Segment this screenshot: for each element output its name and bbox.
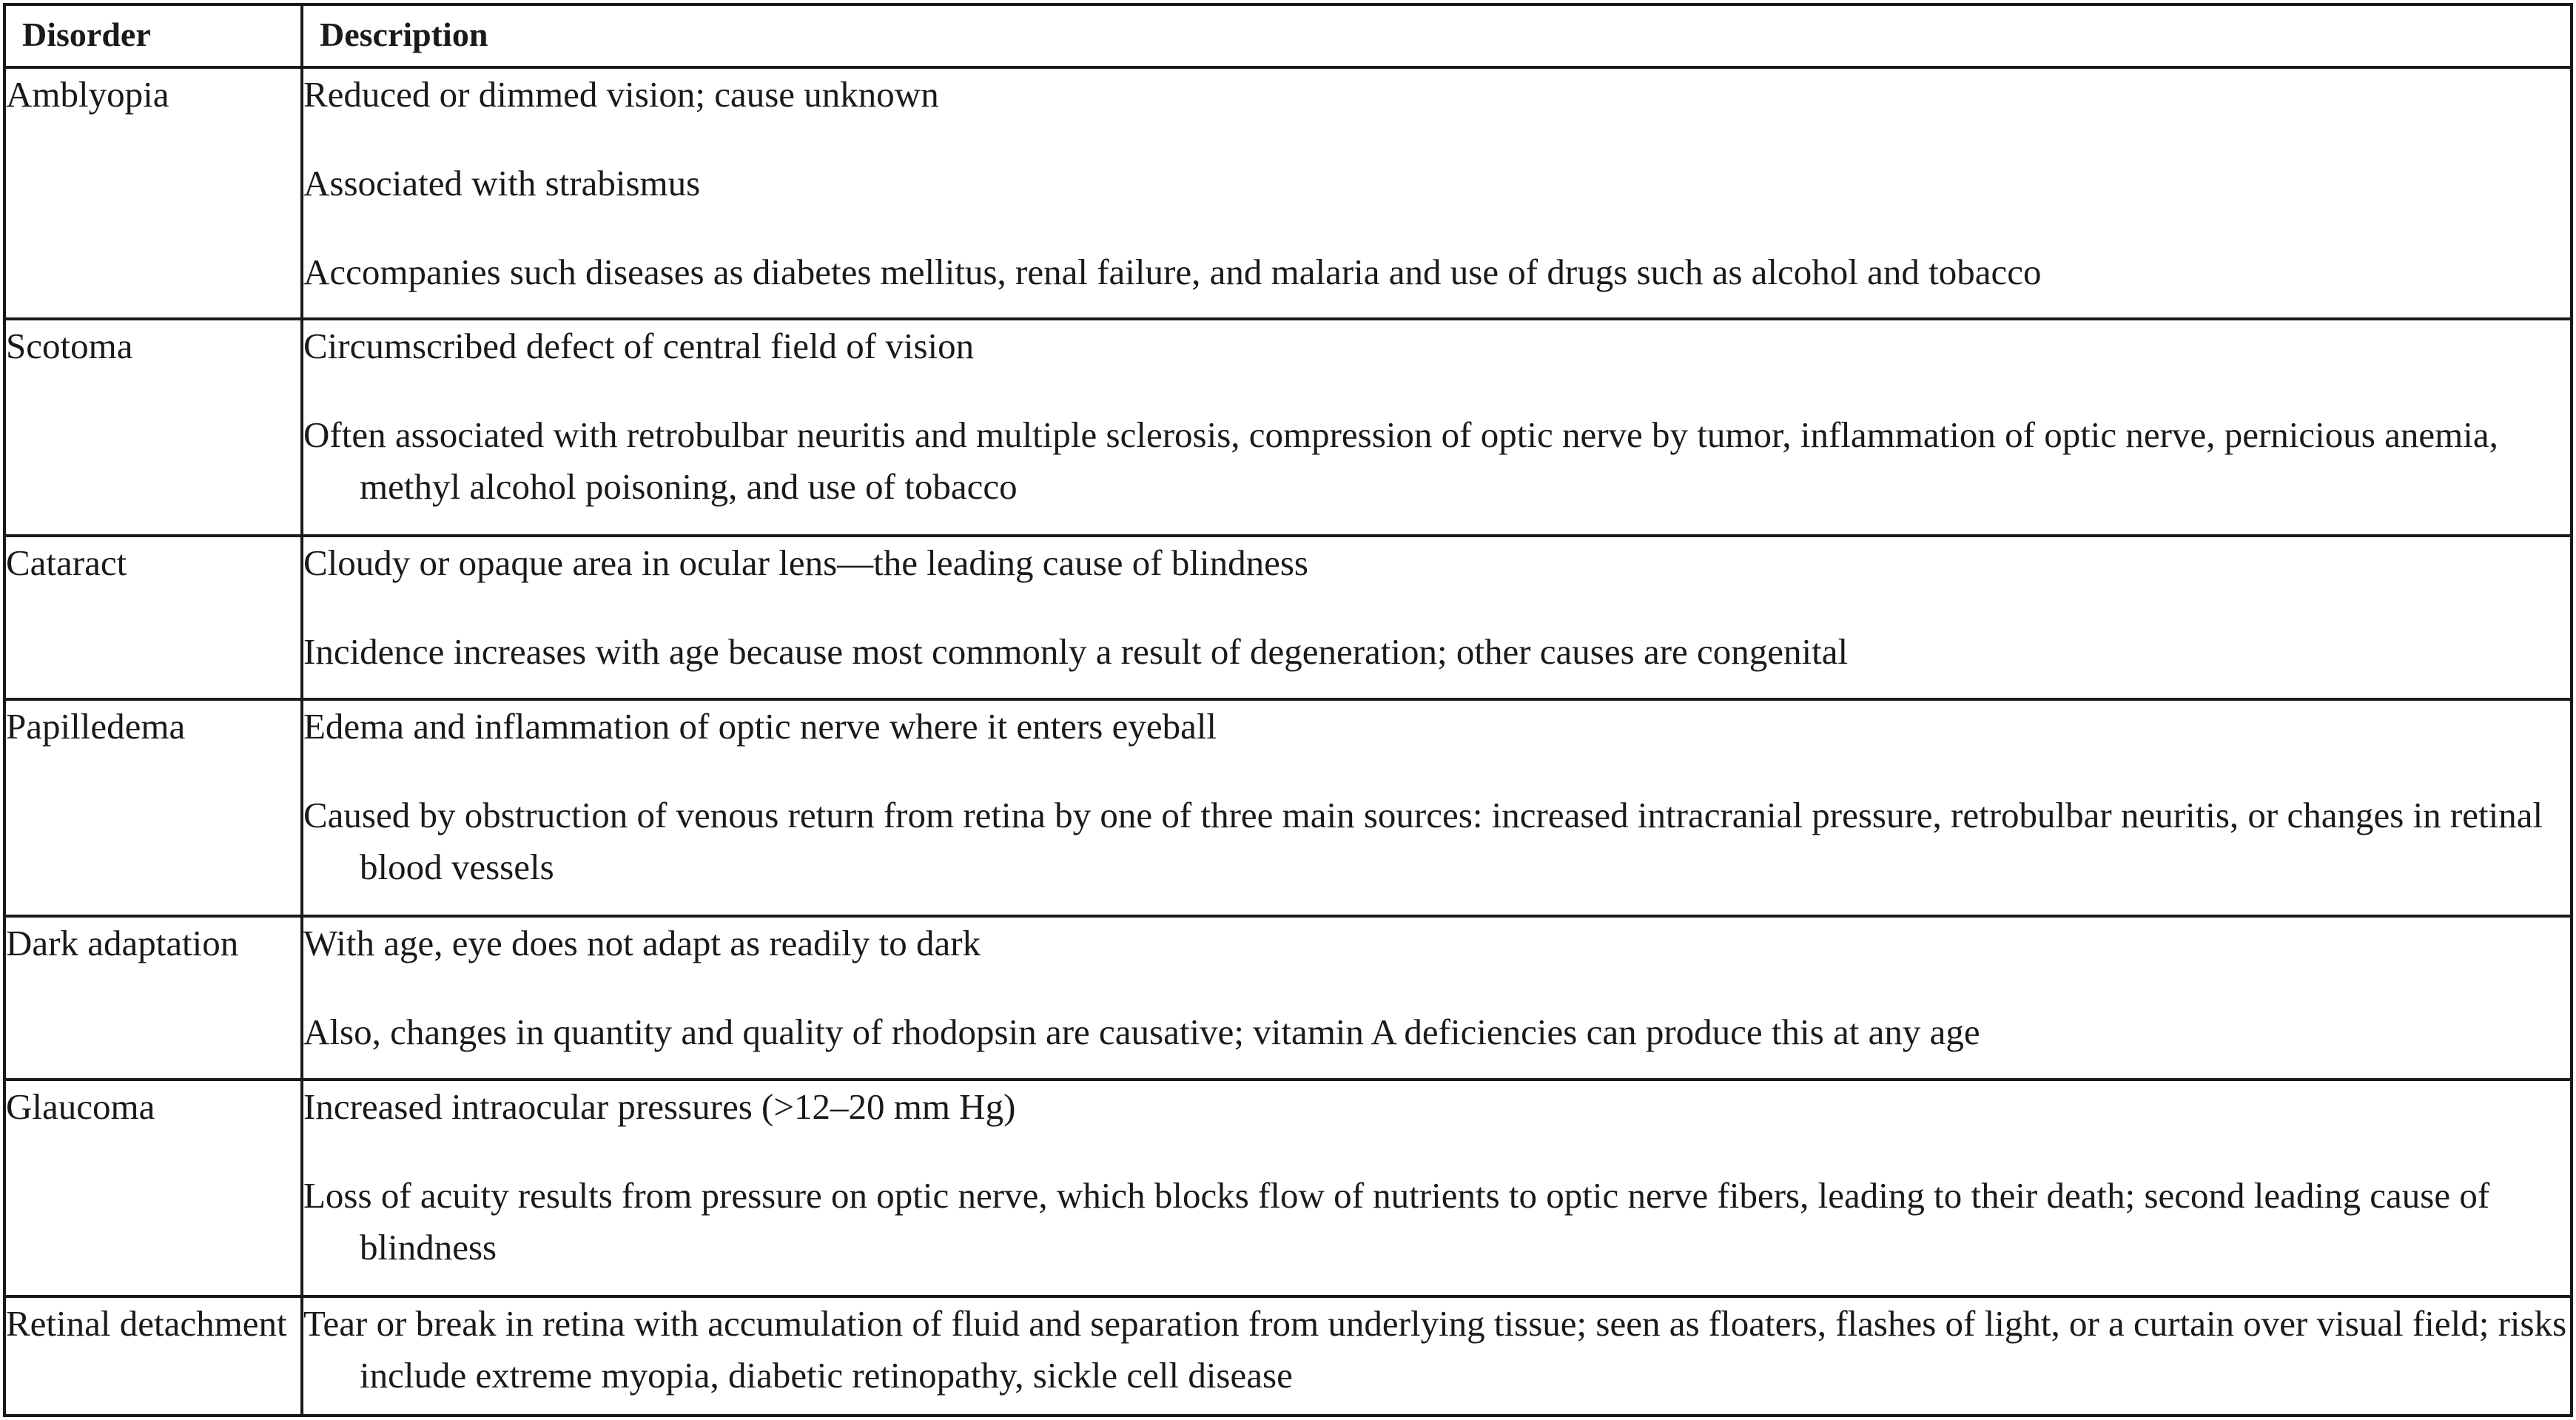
- disorder-cell: [4, 536, 302, 699]
- description-paragraph: Associated with strabismus: [303, 163, 701, 203]
- description-cell: [302, 916, 2572, 1080]
- description-paragraph: Often associated with retrobulbar neuritis and multiple sclerosis, compression of optic nerve by tumor, inflammation of optic nerve, pernicious anemia, methyl alcohol poisoning, and use of tobacco: [303, 414, 2498, 507]
- description-cell: [302, 1080, 2572, 1296]
- description-column-header: Description: [302, 4, 2572, 67]
- description-paragraph: Circumscribed defect of central field of vision: [303, 326, 975, 366]
- description-paragraph: Accompanies such diseases as diabetes mellitus, renal failure, and malaria and use of drugs such as alcohol and tobacco: [303, 252, 2042, 292]
- disorder-cell: [4, 916, 302, 1080]
- table-row: [4, 319, 2572, 536]
- description-paragraph: Increased intraocular pressures (>12–20 mm Hg): [303, 1086, 1016, 1127]
- disorder-name: Scotoma: [6, 326, 133, 366]
- description-cell: [302, 1296, 2572, 1416]
- disorder-name: Amblyopia: [6, 74, 169, 115]
- disorder-name: Cataract: [6, 542, 127, 583]
- description-paragraph: With age, eye does not adapt as readily to dark: [303, 923, 981, 963]
- table-row: [4, 1080, 2572, 1296]
- table-row: [4, 916, 2572, 1080]
- table-row: [4, 699, 2572, 916]
- disorder-name: Papilledema: [6, 706, 186, 747]
- description-paragraph: Tear or break in retina with accumulation of fluid and separation from underlying tissue; seen as floaters, flashes of light, or a curtain over visual field; risks include extreme myopia, diabetic retinopathy, sickle cell disease: [303, 1303, 2567, 1396]
- header-row: [4, 4, 2572, 67]
- description-paragraph: Caused by obstruction of venous return from retina by one of three main sources: increased intracranial pressure, retrobulbar neuritis, or changes in retinal blood vessels: [303, 795, 2543, 887]
- disorder-cell: [4, 699, 302, 916]
- disorder-cell: [4, 1080, 302, 1296]
- description-paragraph: Reduced or dimmed vision; cause unknown: [303, 74, 939, 115]
- disorder-name: Dark adaptation: [6, 923, 239, 963]
- description-cell: [302, 699, 2572, 916]
- table-row: [4, 536, 2572, 699]
- description-cell: [302, 536, 2572, 699]
- description-cell: [302, 319, 2572, 536]
- disorder-name: Glaucoma: [6, 1086, 155, 1127]
- description-paragraph: Also, changes in quantity and quality of rhodopsin are causative; vitamin A deficiencies can produce this at any age: [303, 1012, 1980, 1052]
- disorder-name: Retinal detachment: [6, 1303, 287, 1344]
- table-row: [4, 67, 2572, 319]
- description-paragraph: Loss of acuity results from pressure on optic nerve, which blocks flow of nutrients to optic nerve fibers, leading to their death; second leading cause of blindness: [303, 1175, 2490, 1268]
- disorder-column-header: Disorder: [4, 4, 302, 67]
- description-paragraph: Cloudy or opaque area in ocular lens—the leading cause of blindness: [303, 542, 1308, 583]
- description-paragraph: Edema and inflammation of optic nerve where it enters eyeball: [303, 706, 1217, 747]
- description-paragraph: Incidence increases with age because most commonly a result of degeneration; other causes are congenital: [303, 631, 1849, 672]
- description-cell: [302, 67, 2572, 319]
- disorders-table: [3, 3, 2573, 1417]
- disorder-cell: [4, 1296, 302, 1416]
- disorder-cell: [4, 67, 302, 319]
- table-row: [4, 1296, 2572, 1416]
- disorder-cell: [4, 319, 302, 536]
